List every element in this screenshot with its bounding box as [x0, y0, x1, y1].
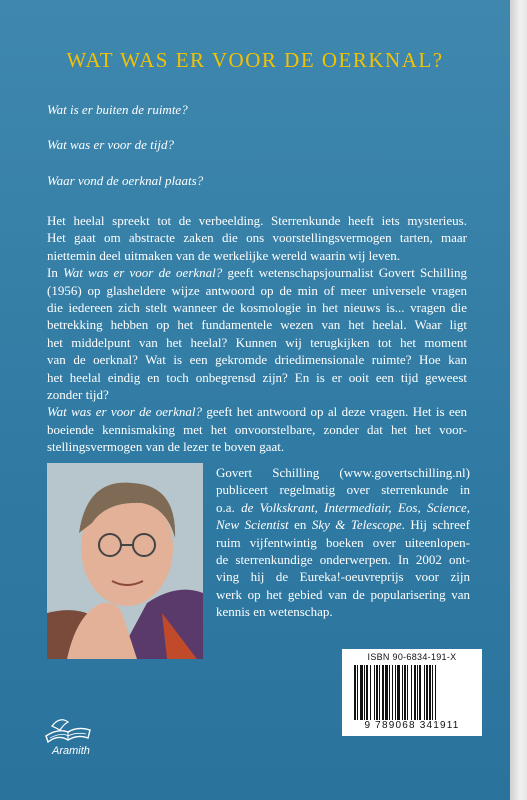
book-title-italic: Wat was er voor de oerknal? [47, 404, 202, 420]
barcode-bar [392, 665, 393, 720]
barcode-bar [424, 665, 425, 720]
blurb-line: van de oerknal? Wat is een gekromde driedimensionale ruimte? Hoe kan [47, 352, 467, 368]
author-photo [47, 463, 203, 659]
author-bio [216, 464, 470, 621]
barcode-bar [397, 665, 400, 720]
barcode-bar [402, 665, 403, 720]
isbn-text: ISBN 90-6834-191-X [367, 652, 457, 662]
barcode-bar [435, 665, 436, 720]
barcode-bar [407, 665, 408, 720]
bio-line: ving hij de Eureka!-oeuvreprijs voor zijn [216, 569, 470, 585]
ean-number: 9 789068 341911 [364, 720, 460, 731]
book-spine-edge [510, 0, 527, 800]
publisher-logo-icon [38, 708, 98, 748]
bio-line: ruim vijfentwintig boeken over uiteenlopen- [216, 534, 470, 550]
barcode-bar [389, 665, 390, 720]
blurb-line: betrekking hebben op het fundamentele wezen van het heelal. Waar ligt [47, 317, 467, 333]
barcode-bar [382, 665, 384, 720]
barcode-bar [411, 665, 412, 720]
blurb-line: In Wat was er voor de oerknal? geeft wetenschapsjournalist Govert Schilling [47, 265, 467, 281]
blurb-line: niettemin deel uitmaken van de werkelijke wereld waarin wij leven. [47, 247, 401, 263]
barcode-icon [354, 665, 470, 720]
barcode-bar [357, 665, 358, 720]
barcode-bar [414, 665, 416, 720]
bio-line: Govert Schilling (www.govertschilling.nl) [216, 465, 470, 480]
barcode-bar [395, 665, 396, 720]
blurb-line: zonder tijd? [47, 387, 109, 403]
question-2: Wat was er voor de tijd? [47, 137, 174, 152]
barcode-bar [379, 665, 380, 720]
barcode-bar [429, 665, 431, 720]
bio-line: o.a. de Volkskrant, Intermediair, Eos, Science, [216, 499, 470, 515]
barcode-bar [432, 665, 433, 720]
blurb-line: het heelal eindig en toch onbegrensd zijn? En is er ooit een tijd geweest [47, 369, 467, 385]
blurb-line: boeiende kennismaking met het onvoorstelbare, zonder dat het het voor- [47, 421, 467, 437]
bio-line: de sterrenkundige onderwerpen. In 2002 ont- [216, 552, 470, 568]
barcode-bar [417, 665, 418, 720]
blurb-line: stellingsvermogen van de lezer te boven gaat. [47, 439, 285, 455]
blurb-text [47, 212, 467, 456]
book-title: WAT WAS ER VOOR DE OERKNAL? [66, 48, 444, 72]
question-1: Wat is er buiten de ruimte? [47, 102, 188, 117]
bio-line: kennis en wetenschap. [216, 604, 333, 620]
barcode-bar [376, 665, 378, 720]
barcode-bar [366, 665, 368, 720]
barcode-label [342, 649, 482, 736]
blurb-line: (1956) op glasheldere wijze antwoord op de min of meer universele vragen [47, 282, 467, 298]
blurb-line: die iedereen zich stelt wanneer de kosmologie in het nieuws is... vragen die [47, 300, 467, 316]
blurb-line: Het gaat om abstracte zaken die ons voorstellingsvermogen tarten, maar [47, 230, 467, 246]
book-title-italic: Wat was er voor de oerknal? [63, 265, 223, 281]
barcode-bar [385, 665, 388, 720]
bio-line: werk op het gebied van de popularisering van [216, 586, 470, 602]
barcode-bar [374, 665, 375, 720]
author-portrait-illustration [47, 463, 203, 659]
barcode-bar [360, 665, 363, 720]
barcode-bar [370, 665, 371, 720]
bio-line: publiceert regelmatig over sterrenkunde in [216, 482, 470, 498]
blurb-line: het middelpunt van het heelal? Kunnen wij terugkijken tot het moment [47, 334, 467, 350]
publisher-name: Aramith [52, 745, 90, 757]
barcode-bar [419, 665, 421, 720]
blurb-line: Wat was er voor de oerknal? geeft het antwoord op al deze vragen. Het is een [47, 404, 467, 420]
barcode-bar [364, 665, 365, 720]
bio-line: New Scientist en Sky & Telescope. Hij schreef [216, 517, 470, 533]
barcode-bar [404, 665, 406, 720]
barcode-bar [426, 665, 428, 720]
barcode-bar [354, 665, 356, 720]
blurb-line: Het heelal spreekt tot de verbeelding. Sterrenkunde heeft iets mysterieus. [47, 213, 467, 228]
question-3: Waar vond de oerknal plaats? [47, 173, 204, 188]
